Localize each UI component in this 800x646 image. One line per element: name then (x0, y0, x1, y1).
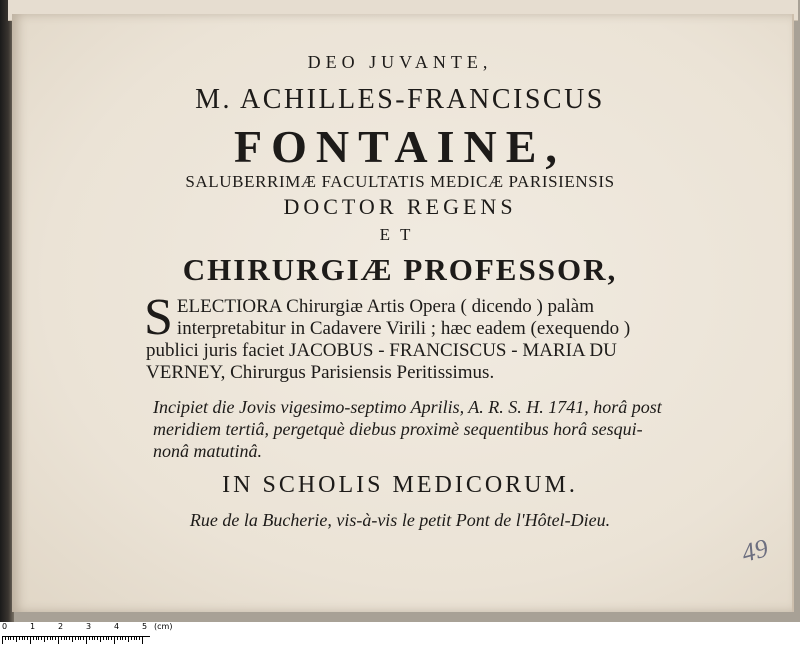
location-heading: IN SCHOLIS MEDICORUM. (222, 472, 578, 498)
ruler-tick (69, 636, 70, 640)
ruler-tick (128, 636, 129, 642)
ruler-tick (103, 636, 104, 640)
doctor-regens-line: DOCTOR REGENS (283, 194, 517, 219)
ruler-tick (72, 636, 73, 642)
author-first-names: M. ACHILLES-FRANCISCUS (195, 84, 605, 115)
ruler-tick (36, 636, 37, 640)
author-surname: FONTAINE, (234, 121, 566, 172)
ruler-tick (64, 636, 65, 640)
ruler-tick (83, 636, 84, 640)
ruler-tick (58, 636, 59, 644)
ruler-tick (114, 636, 115, 644)
ruler-label-2: 2 (58, 622, 64, 631)
ruler-label-4: 4 (114, 622, 120, 631)
ruler-tick (24, 636, 25, 640)
ruler-tick (111, 636, 112, 640)
ruler-label-1: 1 (30, 622, 36, 631)
ruler-tick (142, 636, 143, 644)
ruler-tick (97, 636, 98, 640)
ruler-tick (19, 636, 20, 640)
professor-title: CHIRURGIÆ PROFESSOR, (182, 252, 618, 287)
ruler-tick (100, 636, 101, 642)
ruler-tick (16, 636, 17, 642)
ruler-tick (38, 636, 39, 640)
ruler-tick (134, 636, 135, 640)
ruler-tick (66, 636, 67, 640)
drop-cap: S (144, 289, 173, 346)
ruler-tick (8, 636, 9, 640)
ruler-tick (33, 636, 34, 640)
ruler-tick (89, 636, 90, 640)
ruler-tick (92, 636, 93, 640)
ruler-tick (52, 636, 53, 640)
ruler-tick (136, 636, 137, 640)
ruler-tick (13, 636, 14, 640)
ruler-tick (50, 636, 51, 640)
et-line: ET (379, 225, 421, 244)
ruler-tick (44, 636, 45, 642)
ruler-tick (139, 636, 140, 640)
ruler-label-3: 3 (86, 622, 92, 631)
ruler-tick (2, 636, 3, 644)
ruler-tick (27, 636, 28, 640)
ruler-tick (78, 636, 79, 640)
ruler-tick (30, 636, 31, 644)
main-paragraph (144, 289, 666, 384)
ruler-tick (125, 636, 126, 640)
ruler-tick (94, 636, 95, 640)
ruler-tick (5, 636, 6, 640)
ruler-tick (55, 636, 56, 640)
ruler-unit: (cm) (154, 622, 173, 631)
ruler-tick (122, 636, 123, 640)
ruler-tick (47, 636, 48, 640)
ruler-tick (22, 636, 23, 640)
main-paragraph-text: ELECTIORA Chirurgiæ Artis Opera ( dicendo ) palàm interpretabitur in Cadavere Virili ; hæc eadem (exequendo ) publici juris faciet JACOBUS - FRANCISCUS - MARIA DU VERNEY, Chirurgus Parisiensis Peritissimus. (146, 296, 631, 383)
ruler-tick (86, 636, 87, 644)
ruler-tick (61, 636, 62, 640)
ruler-label-5: 5 (142, 622, 148, 631)
ruler-tick (80, 636, 81, 640)
ruler-tick (41, 636, 42, 640)
faculty-line: SALUBERRIMÆ FACULTATIS MEDICÆ PARISIENSIS (185, 172, 615, 191)
ruler-tick (108, 636, 109, 640)
ruler-tick (120, 636, 121, 640)
handwritten-mark: 49 (738, 533, 772, 568)
ruler-tick (131, 636, 132, 640)
ruler-tick (75, 636, 76, 640)
date-paragraph: Incipiet die Jovis vigesimo-septimo Aprilis, A. R. S. H. 1741, horâ post meridiem tertiâ, pergetquè diebus proximè sequentibus horâ sesqui-nonâ matutinâ. (153, 397, 662, 461)
scale-ruler (0, 622, 800, 646)
heading-deo-juvante: DEO JUVANTE, (307, 52, 493, 72)
ruler-tick (117, 636, 118, 640)
ruler-tick (106, 636, 107, 640)
ruler-label-0: 0 (2, 622, 8, 631)
address-line: Rue de la Bucherie, vis-à-vis le petit Pont de l'Hôtel-Dieu. (189, 510, 611, 530)
ruler-tick (10, 636, 11, 640)
